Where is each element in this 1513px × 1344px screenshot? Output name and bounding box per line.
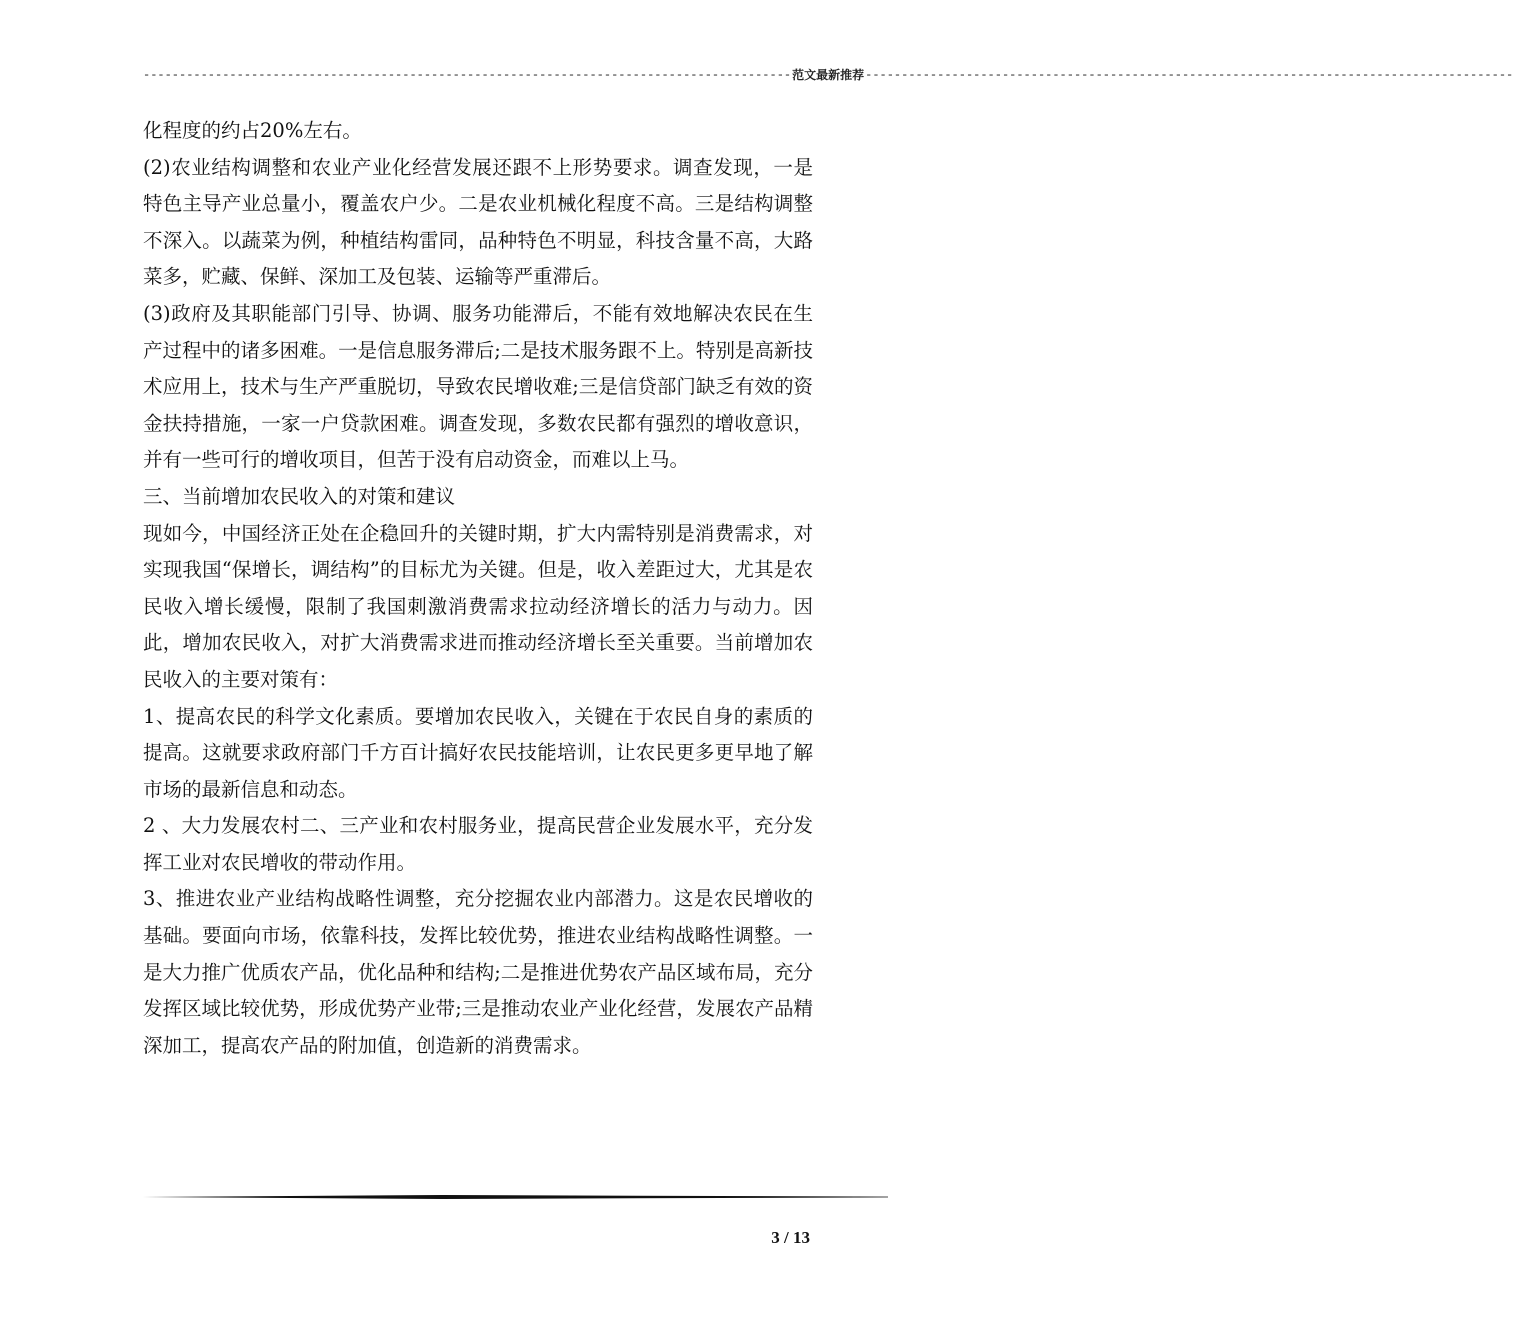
footer-rule bbox=[143, 1194, 888, 1200]
document-body bbox=[143, 113, 813, 1064]
paragraph: 现如今，中国经济正处在企稳回升的关键时期，扩大内需特别是消费需求，对实现我国“保增长，调结构”的目标尤为关键。但是，收入差距过大，尤其是农民收入增长缓慢，限制了我国刺激消费需求拉动经济增长的活力与动力。因此，增加农民收入，对扩大消费需求进而推动经济增长至关重要。当前增加农民收入的主要对策有： bbox=[143, 521, 813, 691]
paragraph: 化程度的约占20%左右。 bbox=[143, 119, 362, 142]
page-header bbox=[143, 66, 1513, 84]
list-item: 1、提高农民的科学文化素质。要增加农民收入，关键在于农民自身的素质的提高。这就要求政府部门千方百计搞好农民技能培训，让农民更多更早地了解市场的最新信息和动态。 bbox=[143, 704, 813, 801]
list-item: 2 、大力发展农村二、三产业和农村服务业，提高民营企业发展水平，充分发挥工业对农民增收的带动作用。 bbox=[143, 814, 813, 874]
paragraph: (2)农业结构调整和农业产业化经营发展还跟不上形势要求。调查发现，一是特色主导产业总量小，覆盖农户少。二是农业机械化程度不高。三是结构调整不深入。以蔬菜为例，种植结构雷同，品种特色不明显，科技含量不高，大路菜多，贮藏、保鲜、深加工及包装、运输等严重滞后。 bbox=[143, 155, 813, 289]
paragraph: (3)政府及其职能部门引导、协调、服务功能滞后，不能有效地解决农民在生产过程中的诸多困难。一是信息服务滞后;二是技术服务跟不上。特别是高新技术应用上，技术与生产严重脱切，导致农民增收难;三是信贷部门缺乏有效的资金扶持措施，一家一户贷款困难。调查发现，多数农民都有强烈的增收意识，并有一些可行的增收项目，但苦于没有启动资金，而难以上马。 bbox=[143, 301, 813, 472]
header-dashes-right: ------------------------------------------------------------------------------------------ bbox=[865, 68, 1513, 82]
header-dashes-left: ------------------------------------------------------------------------------------------ bbox=[143, 68, 792, 82]
section-heading: 三、当前增加农民收入的对策和建议 bbox=[143, 484, 456, 508]
page-number: 3 / 13 bbox=[771, 1228, 810, 1247]
header-title: 范文最新推荐 bbox=[792, 68, 865, 82]
list-item: 3、推进农业产业结构战略性调整，充分挖掘农业内部潜力。这是农民增收的基础。要面向市场，依靠科技，发挥比较优势，推进农业结构战略性调整。一是大力推广优质农产品，优化品种和结构;二是推进优势农产品区域布局，充分发挥区域比较优势，形成优势产业带;三是推动农业产业化经营，发展农产品精深加工，提高农产品的附加值，创造新的消费需求。 bbox=[143, 887, 813, 1057]
